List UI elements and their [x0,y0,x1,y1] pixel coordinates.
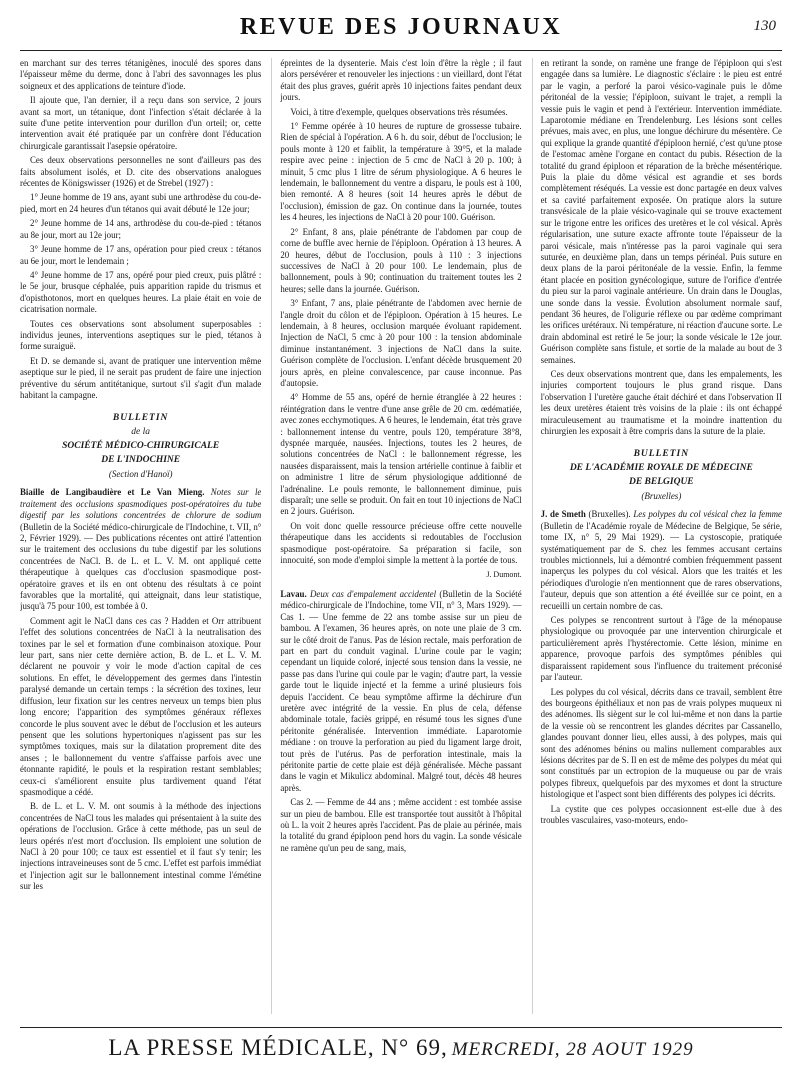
paragraph: 4° Jeune homme de 17 ans, opéré pour pied creux, puis plâtré : le 5e jour, brusque céphalée, puis apparition rapide du trismus et d'opisthotonos, mort en quelques heures. La plaie était en voie de cicatrisation normale. [20,269,262,315]
text-columns [20,58,782,1014]
paragraph: La cystite que ces polypes occasionnent est-elle due à des troubles vasculaires, vaso-moteurs, endo- [540,803,782,825]
bulletin-institution-line2: DE BELGIQUE [628,477,694,488]
bulletin-title: BULLETIN [633,449,690,460]
review-entry [541,509,782,612]
paragraph: Il ajoute que, l'an dernier, il a reçu dans son service, 2 jours avant sa mort, un tétanique, dont l'infection s'était déclarée à la suite d'une petite intervention pour durillon d'un orteil; or, cette intervention avait été pratiquée par un confrère dont l'éducation chirurgicale garantissait l'asepsie opératoire. [20,95,262,151]
paragraph: B. de L. et L. V. M. ont soumis à la méthode des injections concentrées de NaCl tous les malades qui présentaient à la suite des opérations de l'occlusion. Grâce à cette méthode, pas un seul de leurs opérés n'est mort d'occlusion. Ils emploient une solution de NaCl à 20 pour 100; ce taux est essentiel et il faut s'y tenir; les injections intraveineuses sont de 5 cmc. L'effet est parfois immédiat et l'injection agit sur le ballonnement intestinal comme l'émétine sur les [20,801,262,892]
entry-authors: J. de Smeth [540,509,586,520]
entry-title: Notes sur le traitement des occlusions spasmodiques post-opératoires du tube digestif par les solutions concentrées de chlorure de sodium [20,487,262,521]
bulletin-section: (Section d'Hanoï) [108,469,173,480]
entry-reference: (Bulletin de la Société médico-chirurgicale de l'Indochine, t. VII, n° 2, Février 1929). — Des publications récentes ont attiré l'attention sur le traitement des occlusions du tube digestif par les solutions concentrées de NaCl. B. de L. et L. V. M. ont appliqué cette thérapeutique à quelques cas d'occlusion spasmodique post-opératoire graves et ils en ont obtenu des résultats à ce point favorables que la mortalité, qui atteignait, dans leur statistique, jusqu'à 75 pour 100, est tombée à 0. [20,521,262,612]
entry-reference: (Bulletin de l'Académie royale de Médecine de Belgique, 5e série, tome IX, n° 5, 29 Mai 1929). — La cystoscopie, pratiquée systématiquement par de S. chez les femmes accusant certains troubles mictionnels, lui a démontré combien fréquemment passent inaperçus les polypes du col vésical. Alors que les traités et les périodiques d'urologie n'en mentionnent que de rares observations, l'auteur, depuis que son attention a été éveillée sur ce point, en a recueilli un certain nombre de cas. [540,520,782,611]
page-footer [20,1027,782,1068]
paragraph: épreintes de la dysenterie. Mais c'est loin d'être la règle ; il faut alors persévérer et renouveler les injections : un vieillard, dont l'état était des plus graves, guérit après 10 injections faites pendant deux jours. [280,58,522,103]
column-3 [532,58,782,1014]
paragraph: en marchant sur des terres tétanigènes, inoculé des spores dans l'épaisseur même du derme, donc à l'abri des savonnages les plus soigneux et des applications de teinture d'iode. [20,58,262,91]
review-entry [20,487,261,612]
paragraph: Et D. se demande si, avant de pratiquer une intervention même aseptique sur le pied, il ne serait pas prudent de faire une injection préventive du sérum antitétanique, surtout s'il s'agit d'un malade habitant la campagne. [20,355,262,400]
entry-title: Les polypes du col vésical chez la femme [633,509,782,520]
paragraph: Toutes ces observations sont absolument superposables : individus jeunes, interventions aseptiques sur le pied, tétanos à forme suraiguë. [20,318,262,352]
entry-city: (Bruxelles). [588,509,631,520]
paragraph: en retirant la sonde, on ramène une frange de l'épiploon qui s'est engagée dans sa lumière. Le diagnostic s'éclaire : le pieu est entré par le vagin, a perforé la paroi vésico-vaginale puis le dôme péritonéal de la vessie; l'épiploon, suivant le trajet, a rempli la vessie puis le vagin et pend à l'extérieur. Intervention immédiate. Laparotomie médiane en Trendelenburg. Les lésions sont celles prévues, mais avec, en plus, une longue déchirure du mésentère. Ce qui explique la grande quantité d'épiploon hernié, c'est qu'une ptose de l'estomac amène l'organe en contact du pubis. Résection de la totalité du grand épiploon et réparation de la brèche mésentérique. Puis la plaie du dôme vésical est agrandie et ses bords complètement réséqués. La vessie est donc partagée en deux valves et sa cavité parfaitement exposée. On pratique alors la suture transvésicale de la plaie vésico-vaginale qui se trouve exactement sur le trigone entre les orifices des uretères et le col vésical. Après régularisation, une suture exacte affronte toute l'épaisseur de la paroi vésicale, mais n'intéresse pas la paroi vaginale qui sera suturée, en deuxième plan, dans un temps périnéal. Puis suture en deux plans de la paroi péritonéale de la vessie. Enfin, la femme étant placée en position gynécologique, suture de l'orifice d'entrée du pieu sur la paroi vaginale antérieure. Un drain dans le Douglas, une sonde dans la vessie. Évolution absolument normale sauf, pendant 36 heures, de l'oligurie réflexe ou par œdème comprimant les orifices urétéraux. Ni température, ni réaction d'aucune sorte. Le drain abdominal est retiré le 5e jour; la sonde vésicale le 12e jour. Guérison complète sans fistule, et sortie de la malade au bout de 3 semaines. [540,58,782,365]
entry-authors: Lavau. [280,588,307,599]
paragraph: 1° Jeune homme de 19 ans, ayant subi une arthrodèse du cou-de-pied, mort en 24 heures d'un tétanos qui avait débuté le 12e jour; [20,192,262,214]
paragraph: 2° Jeune homme de 14 ans, arthrodèse du cou-de-pied : tétanos au 8e jour, mort au 12e jour; [20,218,262,240]
paragraph: On voit donc quelle ressource précieuse offre cette nouvelle thérapeutique dans les accidents si redoutables de l'occlusion spasmodique post-opératoire. Sa préparation si facile, son innocuité, son mode d'emploi simple la mettent à la portée de tous. [280,520,522,566]
bulletin-institution: DE L'ACADÉMIE ROYALE DE MÉDECINE [569,463,753,474]
bulletin-city: (Bruxelles) [641,491,682,502]
entry-authors: Biaille de Langibaudière et Le Van Mieng. [20,487,205,498]
paragraph: 3° Jeune homme de 17 ans, opération pour pied creux : tétanos au 6e jour, mort le lendemain ; [20,244,262,266]
author-signature: J. Dumont. [486,570,522,580]
entry-reference: (Bulletin de la Société médico-chirurgicale de l'Indochine, tome VII, n° 3, Mars 1929). — Cas 1. — Une femme de 22 ans tombe assise sur un pieu de bambou. A l'examen, 36 heures après, on note une plaie de 3 cm. sur le côté droit de l'anus. Pas de lésion rectale, mais perforation de part en part du conduit vaginal. L'urine coule par le vagin; cependant un liquide coloré, injecté sous tension dans la vessie, ne passe pas dans l'urine qui coule par le vagin; d'autre part, la vessie garde tout le liquide injecté et la femme a uriné plusieurs fois depuis l'accident. Ce beau symptôme affirme la déchirure d'un uretère avec intégrité de la vessie. En plus de cela, défense abdominale totale, faciès grippé, en résumé tous les signes d'une péritonite généralisée. Intervention immédiate. Laparotomie médiane : on trouve la perforation au pied du ligament large droit, tout près de l'utérus. Pas de perforation intestinale, mais la péritonite partie de cette plaie est déjà généralisée. Mèche passant dans le vagin et Mikulicz abdominal. Malgré tout, décès 48 heures après. [280,588,522,793]
paragraph: 2° Enfant, 8 ans, plaie pénétrante de l'abdomen par coup de corne de buffle avec hernie de l'épiploon. Opération à 13 heures. A 20 heures, début de l'occlusion, pouls à 110 : 3 injections successives de NaCl à 20 pour 100. Le lendemain, plus de ballonnement, pouls à 90; continuation du traitement toutes les 2 heures; selle dans la journée. Guérison. [280,226,522,294]
column-2 [271,58,521,1014]
paragraph: Cas 2. — Femme de 44 ans ; même accident : est tombée assise sur un pieu de bambou. Elle est transportée tout aussitôt à l'hôpital où L. la voit 2 heures après l'accident. Pas de plaie au périnée, mais la totalité du grand épiploon pend hors du vagin. La sonde vésicale ne ramène qu'un peu de sang, mais, [280,797,522,853]
bulletin-title: BULLETIN [112,413,169,424]
paragraph: Ces deux observations montrent que, dans les empalements, les injuries comportent toujours le plus grand risque. Dans l'observation I l'uretère gauche était déchiré et dans l'observation II les deux uretères étaient très voisins de la plaie : ils ont échappé miraculeusement au traumatisme et la moindre inattention du chirurgien les exposait à être compris dans la suture de la plaie. [540,368,782,436]
column-1 [20,58,261,1014]
page-header [20,6,782,51]
bulletin-heading-belgique [541,447,782,503]
review-entry [280,589,521,794]
paragraph: Ces deux observations personnelles ne sont d'ailleurs pas des faits absolument isolés, et D. cite des observations analogues récentes de Königswisser (1926) et de Strebel (1927) : [20,155,262,189]
paragraph: Comment agit le NaCl dans ces cas ? Hadden et Orr attribuent l'effet des solutions concentrées de NaCl à la neutralisation des toxines par le sel et formation d'une combinaison atoxique. Pour leur part, sans nier cette dernière action, B. de L. et L. V. M. déclarent ne pouvoir y voir le mode d'action capital de ces solutions. En effet, le développement des germes dans l'intestin paralysé demande un certain temps : la sécrétion des toxines, leur diffusion, leur fixation sur les centres nerveux un temps bien plus long encore; l'apparition des symptômes généraux réflexes concorde le plus souvent avec le début de l'occlusion et les auteurs pensent que les solutions hypertoniques n'agissent pas sur les symptômes toxiques, mais sur la dilatation proprement dite des anses ; le ballonnement du ventre s'affaisse parfois avec une étonnante rapidité, le pouls et la respiration restant semblables; ceux-ci s'améliorent ensuite plus tardivement quand l'état spasmodique a cédé. [20,615,262,797]
paragraph: Voici, à titre d'exemple, quelques observations très résumées. [290,106,508,117]
entry-title: Deux cas d'empalement accidentel [310,588,437,599]
journal-name: LA PRESSE MÉDICALE, N° 69, [108,1035,448,1060]
issue-date: MERCREDI, 28 AOUT 1929 [451,1039,694,1060]
bulletin-heading-indochine [20,411,261,481]
paragraph: 1° Femme opérée à 10 heures de rupture de grossesse tubaire. Rien de spécial à l'opération. A 6 h. du soir, début de l'occlusion; le pouls monte à 120 et faiblit, la température à 39°5, et la malade respire avec peine : injection de 5 cmc de NaCl à 20 p. 100; à minuit, 5 cmc plus 1 litre de sérum physiologique. A 6 heures le lendemain, le ballonnement du ventre a disparu, le pouls est à 100, bien remonté. A 8 heures (soit 14 heures après le début de l'occlusion), émission de gaz. On continue dans la journée, toutes les 4 heures, les injections de NaCl à 20 pour 100. Guérison. [280,121,522,223]
bulletin-line: de la [131,427,151,438]
paragraph: Ces polypes se rencontrent surtout à l'âge de la ménopause physiologique ou provoquée par une intervention chirurgicale et particulièrement après l'hystérectomie. Cette lésion, minime en apparence, provoque parfois des symptômes pénibles qui disparaissent rapidement sous l'influence du traitement préconisé par l'auteur. [540,615,782,683]
bulletin-institution: SOCIÉTÉ MÉDICO-CHIRURGICALE [62,441,220,452]
paragraph: 4° Homme de 55 ans, opéré de hernie étranglée à 22 heures : réintégration dans le ventre d'une anse grêle de 20 cm. œdématiée, avec zones ecchymotiques. A 6 heures, le lendemain, état très grave : ballonnement intense du ventre, pouls 120, température 38°8, dyspnée marquée, nausées. Injections, toutes les 2 heures, de solutions concentrées de NaCl : le ballonnement régresse, les nausées disparaissent, mais la tension artérielle continue à faiblir et on administre 1 litre de sérum physiologique additionné de l'adrénaline. Le pouls remonte, le ballonnement diminue, puis disparaît; une selle se produit. On fait en tout 10 injections de NaCl en 2 jours. Guérison. [280,392,522,517]
journal-section-title: REVUE DES JOURNAUX [239,14,563,40]
bulletin-institution-line2: DE L'INDOCHINE [101,455,181,466]
paragraph: 3° Enfant, 7 ans, plaie pénétrante de l'abdomen avec hernie de l'angle droit du côlon et de l'épiploon. Opération à 15 heures. Le lendemain, à 8 heures, occlusion marquée évoluant rapidement. Injection de NaCl, 5 cmc à 20 pour 100 : la tension abdominale diminue instantanément. 3 injections de NaCl dans la suite. Guérison complète de l'occlusion. L'enfant décède brusquement 20 jours après, en pleine convalescence, par cause inconnue. Pas d'autopsie. [280,298,522,388]
page-number: 130 [753,18,776,34]
paragraph: Les polypes du col vésical, décrits dans ce travail, semblent être des bourgeons épithéliaux et non pas de vrais polypes muqueux ni des adénomes. Ils siègent sur le col lui-même et non dans la partie de la vessie où se rencontrent les glandes décrites par Cassanello, glandes pouvant donner lieu, elles aussi, à des polypes, mais qui sont des adénomes bénins ou malins nullement comparables aux lésions décrites par de S. Il en est de même des polypes du méat qui sont constitués par un ectropion de la muqueuse ou par de vrais polypes fibreux, quelquefois par des myxomes et dont la structure histologique et l'aspect sont bien différents des polypes ici décrits. [540,686,782,800]
